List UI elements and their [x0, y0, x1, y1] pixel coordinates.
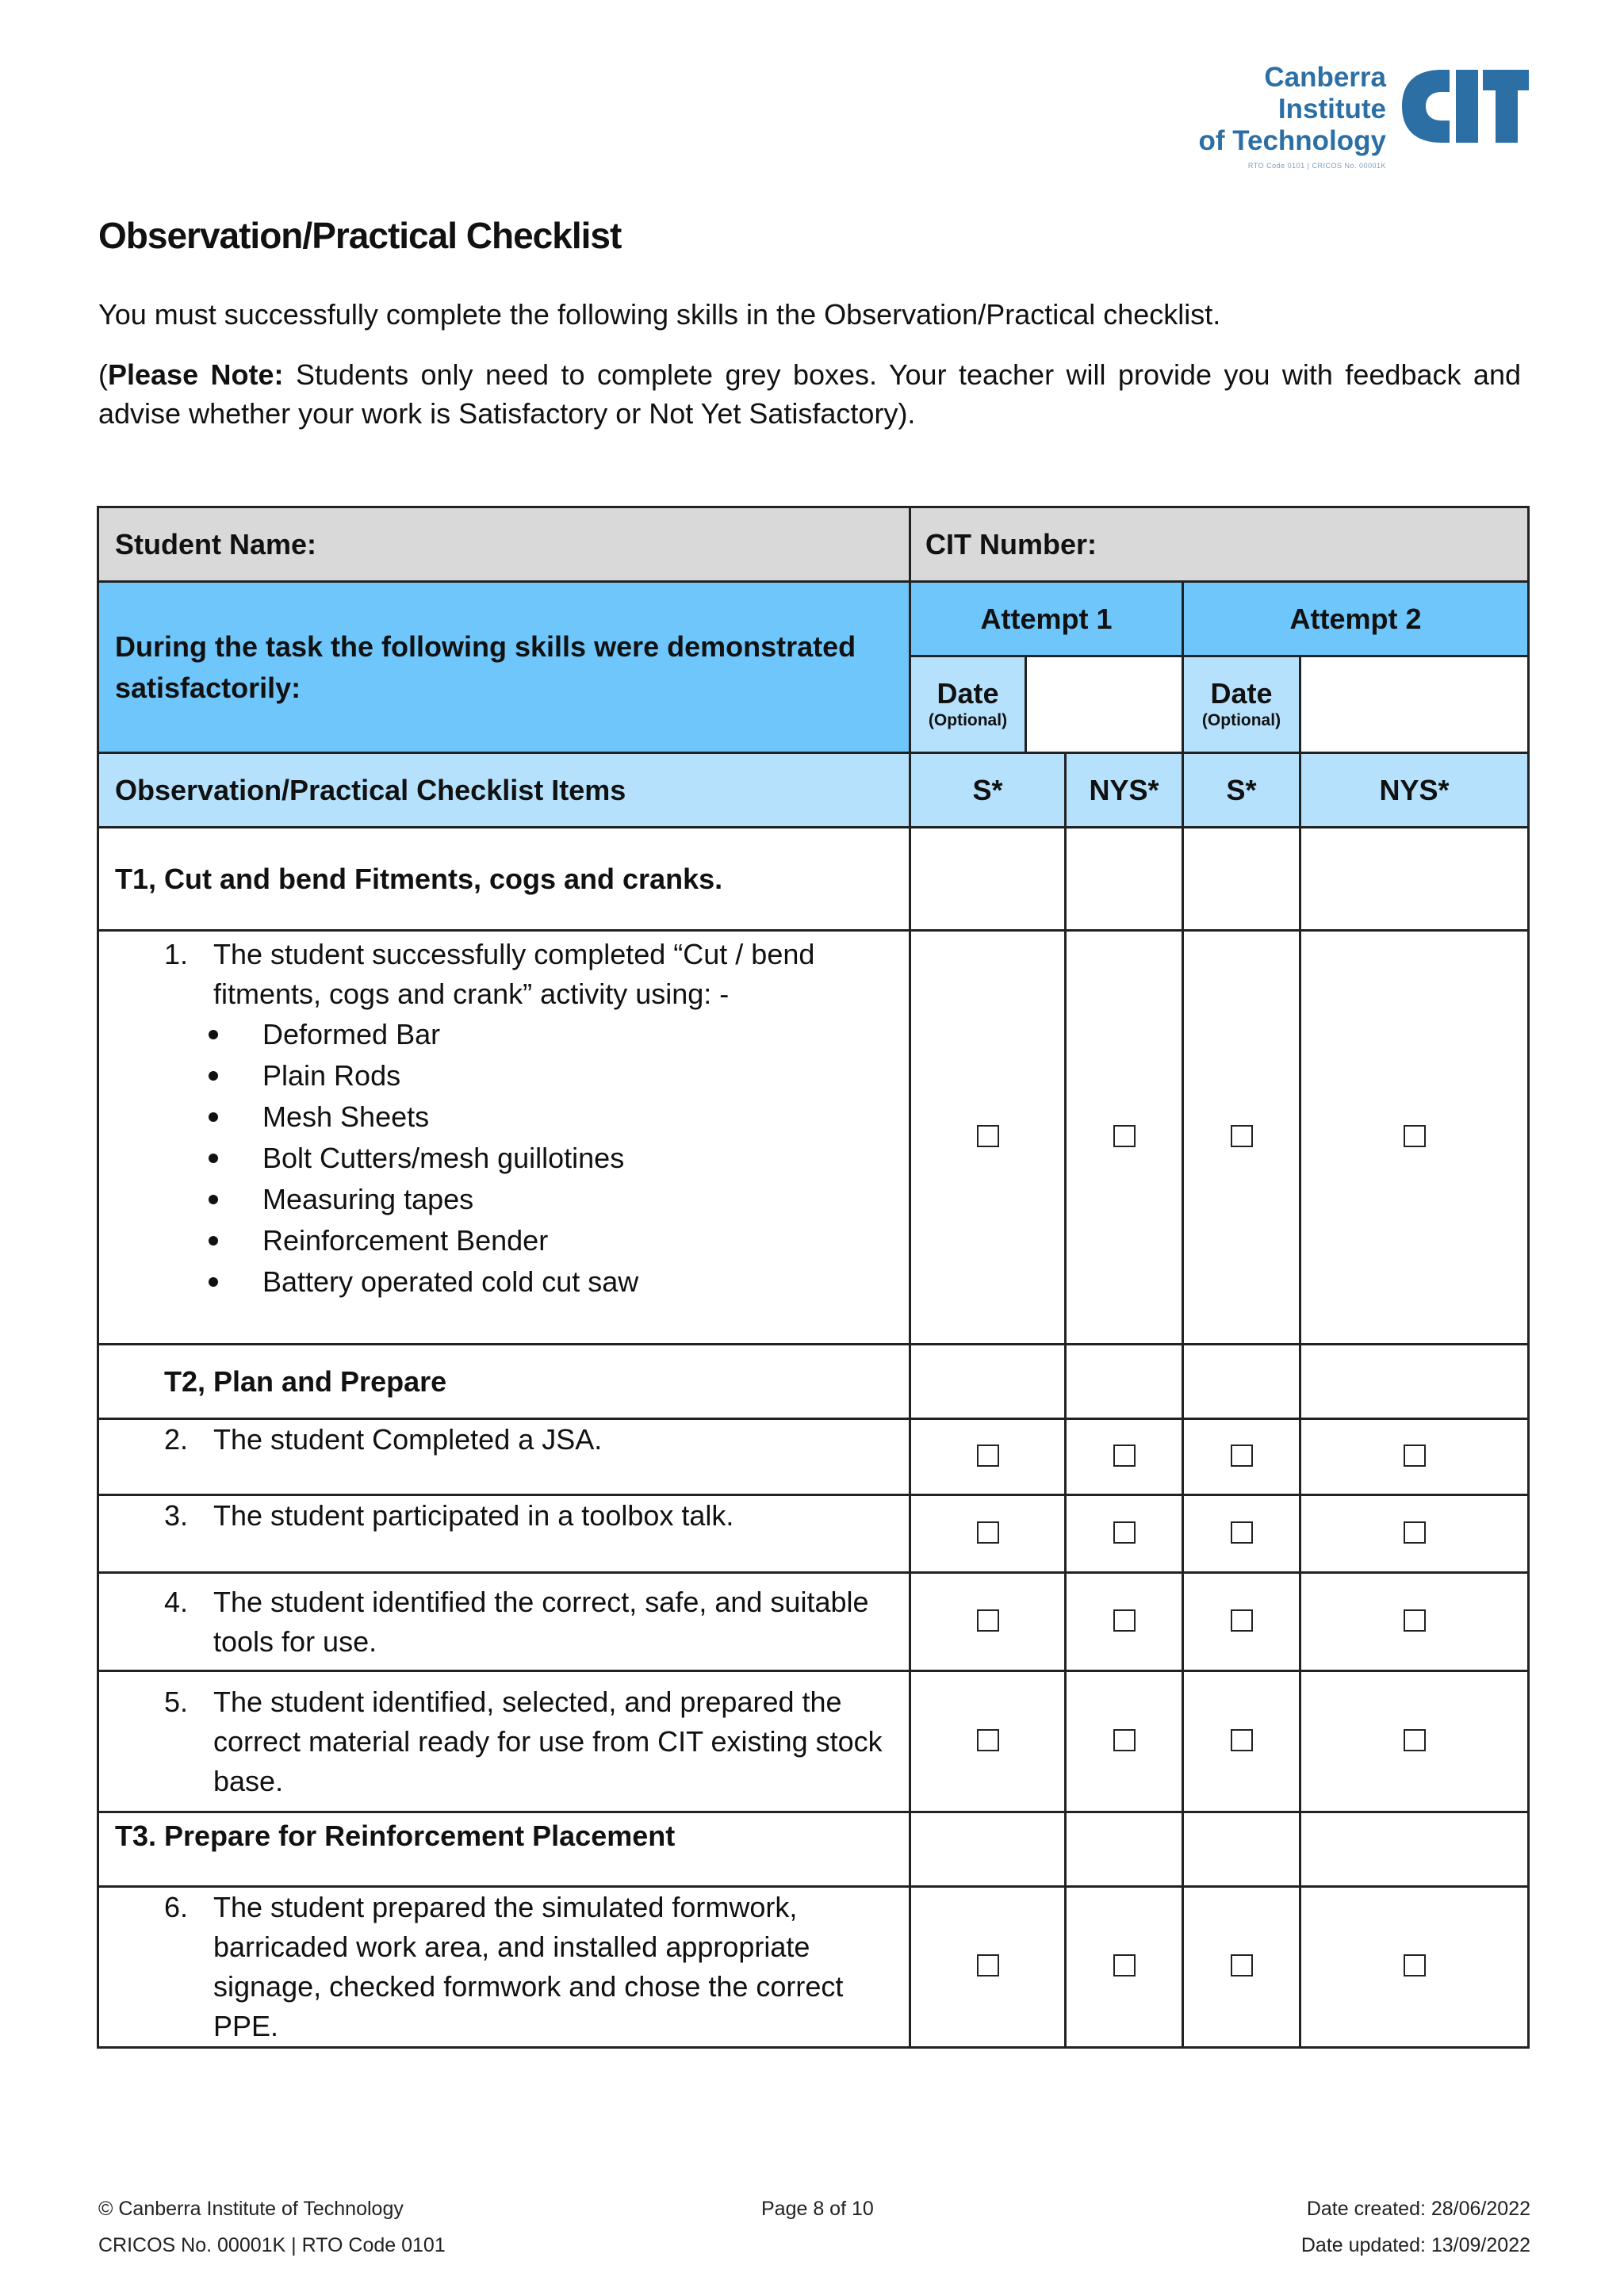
- logo-text: [1150, 62, 1386, 170]
- item-text: The student identified, selected, and prepared the correct material ready for use from CIT existing stock base.: [213, 1685, 883, 1797]
- item-text: The student successfully completed “Cut / bend fitments, cogs and crank” activity using: -: [213, 938, 815, 1010]
- empty-cell: [1183, 828, 1300, 931]
- item-number: 4.: [164, 1585, 189, 1618]
- empty-cell: [910, 1812, 1066, 1887]
- cit-logo-mark-icon: [1394, 65, 1529, 147]
- attempt-2-heading: Attempt 2: [1183, 582, 1529, 656]
- empty-cell: [1066, 828, 1183, 931]
- t1-heading: T1, Cut and bend Fitments, cogs and cranks.: [98, 828, 910, 931]
- student-name-field[interactable]: Student Name:: [98, 507, 910, 582]
- item-4-attempt-2-nys-checkbox[interactable]: [1300, 1573, 1529, 1671]
- empty-cell: [1183, 1345, 1300, 1419]
- attempt-1-date-field[interactable]: [1026, 656, 1183, 753]
- tool-item: Deformed Bar: [164, 1014, 901, 1055]
- checklist-table: [97, 506, 1530, 2049]
- item-number: 2.: [164, 1423, 189, 1456]
- item-text: The student Completed a JSA.: [213, 1423, 603, 1456]
- t2-heading: T2, Plan and Prepare: [98, 1345, 910, 1419]
- item-3: [98, 1495, 910, 1573]
- item-1-attempt-2-nys-checkbox[interactable]: [1300, 931, 1529, 1345]
- cit-logo: [1150, 62, 1529, 170]
- tool-item: Measuring tapes: [164, 1179, 901, 1220]
- tool-item: Battery operated cold cut saw: [164, 1261, 901, 1303]
- tool-item: Reinforcement Bender: [164, 1220, 901, 1261]
- attempt-1-heading: Attempt 1: [910, 582, 1183, 656]
- item-6-attempt-1-nys-checkbox[interactable]: [1066, 1887, 1183, 2048]
- item-5-attempt-1-s-checkbox[interactable]: [910, 1671, 1066, 1812]
- footer-page-number: Page 8 of 10: [761, 2198, 874, 2220]
- empty-cell: [1066, 1812, 1183, 1887]
- item-3-attempt-1-s-checkbox[interactable]: [910, 1495, 1066, 1573]
- note-open: (: [98, 358, 108, 391]
- item-4-attempt-2-s-checkbox[interactable]: [1183, 1573, 1300, 1671]
- optional-label: (Optional): [1201, 710, 1281, 729]
- item-2: [98, 1419, 910, 1495]
- empty-cell: [910, 828, 1066, 931]
- item-number: 1.: [164, 938, 189, 970]
- item-5-attempt-1-nys-checkbox[interactable]: [1066, 1671, 1183, 1812]
- empty-cell: [1300, 828, 1529, 931]
- logo-line-1: Canberra Institute: [1264, 62, 1386, 124]
- note-body: Students only need to complete grey boxes. Your teacher will provide you with feedback and advise whether your work is Satisfactory or Not Yet Satisfactory).: [98, 358, 1521, 430]
- item-1: [98, 931, 910, 1345]
- item-1-attempt-1-nys-checkbox[interactable]: [1066, 931, 1183, 1345]
- date-label: Date: [936, 676, 999, 710]
- item-5-attempt-2-nys-checkbox[interactable]: [1300, 1671, 1529, 1812]
- attempt-1-s-header: S*: [910, 753, 1066, 828]
- item-4-attempt-1-nys-checkbox[interactable]: [1066, 1573, 1183, 1671]
- note-label: Please Note:: [108, 358, 284, 391]
- item-2-attempt-1-nys-checkbox[interactable]: [1066, 1419, 1183, 1495]
- item-1-attempt-1-s-checkbox[interactable]: [910, 931, 1066, 1345]
- footer-date-updated: Date updated: 13/09/2022: [1300, 2234, 1530, 2256]
- attempt-1-nys-header: NYS*: [1066, 753, 1183, 828]
- logo-subline: RTO Code 0101 | CRICOS No. 00001K: [1247, 162, 1386, 170]
- item-5: [98, 1671, 910, 1812]
- item-2-attempt-1-s-checkbox[interactable]: [910, 1419, 1066, 1495]
- empty-cell: [1066, 1345, 1183, 1419]
- item-6-attempt-2-nys-checkbox[interactable]: [1300, 1887, 1529, 2048]
- page-title: Observation/Practical Checklist: [98, 215, 622, 256]
- note-text: [98, 355, 1521, 433]
- attempt-2-nys-header: NYS*: [1300, 753, 1529, 828]
- date-label: Date: [1210, 676, 1273, 710]
- item-3-attempt-2-s-checkbox[interactable]: [1183, 1495, 1300, 1573]
- tool-item: Plain Rods: [164, 1055, 901, 1096]
- empty-cell: [1183, 1812, 1300, 1887]
- item-text: The student prepared the simulated formwork, barricaded work area, and installed appropriate signage, checked formwork and chose the correct PPE.: [213, 1891, 844, 2042]
- tool-item: Mesh Sheets: [164, 1096, 901, 1138]
- item-number: 5.: [164, 1685, 189, 1718]
- item-5-attempt-2-s-checkbox[interactable]: [1183, 1671, 1300, 1812]
- footer-cricos: CRICOS No. 00001K | RTO Code 0101: [98, 2234, 446, 2256]
- attempt-1-date-label: [910, 656, 1026, 753]
- tools-list: [164, 1014, 901, 1303]
- item-2-attempt-2-nys-checkbox[interactable]: [1300, 1419, 1529, 1495]
- footer-date-created: Date created: 28/06/2022: [1306, 2198, 1530, 2220]
- footer-copyright: © Canberra Institute of Technology: [98, 2198, 404, 2220]
- empty-cell: [1300, 1812, 1529, 1887]
- item-text: The student participated in a toolbox talk.: [213, 1499, 734, 1532]
- optional-label: (Optional): [928, 710, 1008, 729]
- item-6-attempt-2-s-checkbox[interactable]: [1183, 1887, 1300, 2048]
- logo-line-2: of Technology: [1198, 125, 1386, 156]
- item-4: [98, 1573, 910, 1671]
- item-3-attempt-1-nys-checkbox[interactable]: [1066, 1495, 1183, 1573]
- item-1-attempt-2-s-checkbox[interactable]: [1183, 931, 1300, 1345]
- item-6-attempt-1-s-checkbox[interactable]: [910, 1887, 1066, 2048]
- demonstrated-heading: During the task the following skills were demonstrated satisfactorily:: [98, 582, 910, 753]
- empty-cell: [910, 1345, 1066, 1419]
- item-number: 6.: [164, 1891, 189, 1923]
- item-text: The student identified the correct, safe, and suitable tools for use.: [213, 1585, 869, 1658]
- item-4-attempt-1-s-checkbox[interactable]: [910, 1573, 1066, 1671]
- attempt-2-date-label: [1183, 656, 1300, 753]
- item-number: 3.: [164, 1499, 189, 1532]
- attempt-2-date-field[interactable]: [1300, 656, 1529, 753]
- item-3-attempt-2-nys-checkbox[interactable]: [1300, 1495, 1529, 1573]
- item-6: [98, 1887, 910, 2048]
- intro-text: You must successfully complete the following skills in the Observation/Practical checklist.: [98, 298, 1221, 331]
- attempt-2-s-header: S*: [1183, 753, 1300, 828]
- empty-cell: [1300, 1345, 1529, 1419]
- item-2-attempt-2-s-checkbox[interactable]: [1183, 1419, 1300, 1495]
- tool-item: Bolt Cutters/mesh guillotines: [164, 1138, 901, 1179]
- t3-heading: T3. Prepare for Reinforcement Placement: [98, 1812, 910, 1887]
- cit-number-field[interactable]: CIT Number:: [910, 507, 1529, 582]
- items-header: Observation/Practical Checklist Items: [98, 753, 910, 828]
